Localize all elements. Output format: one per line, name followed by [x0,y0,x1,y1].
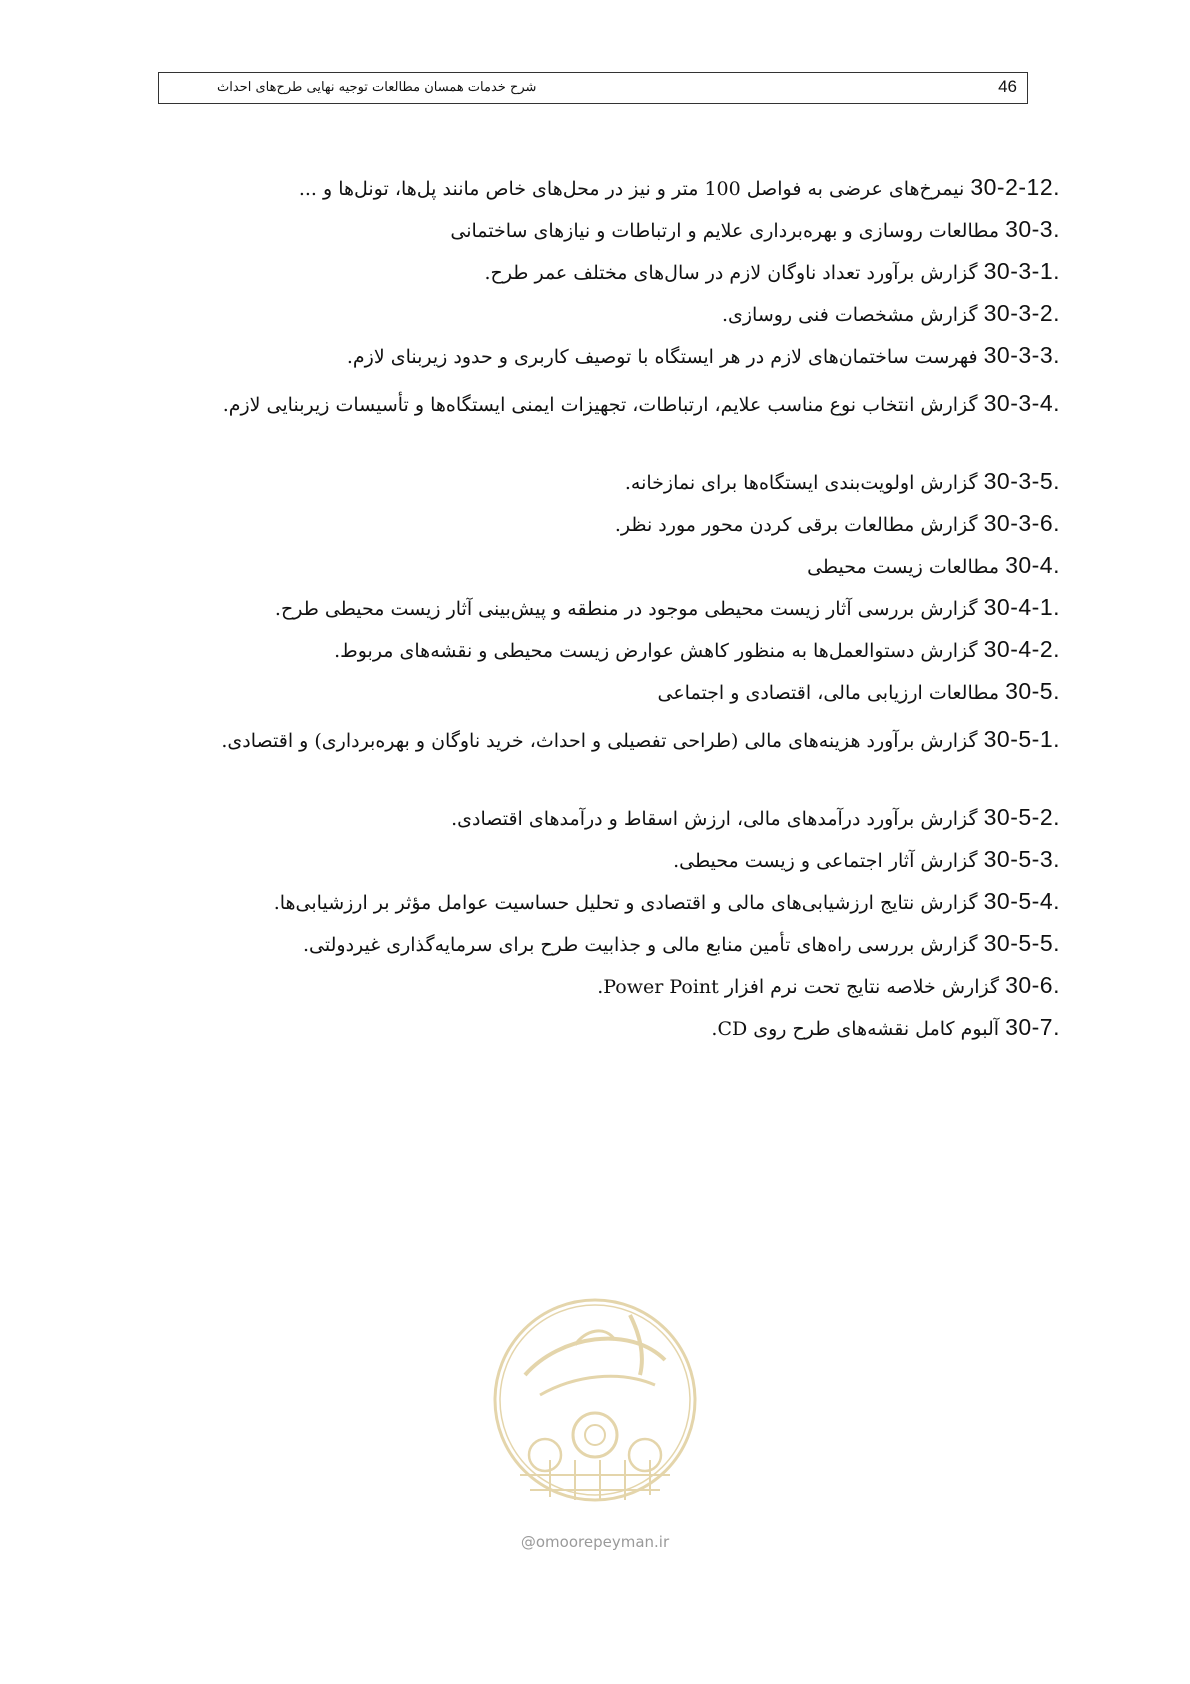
item-text: آلبوم کامل نقشه‌های طرح روی CD. [711,1018,1000,1040]
item-number: 30-5-5. [983,930,1060,956]
list-item [722,298,1060,328]
item-text: مطالعات زیست محیطی [807,556,1000,578]
item-number: 30-3. [1005,216,1060,242]
item-number: 30-3-1. [983,258,1060,284]
item-text: گزارش برآورد تعداد ناوگان لازم در سال‌های مختلف عمر طرح. [484,262,978,284]
item-text: مطالعات ارزیابی مالی، اقتصادی و اجتماعی [657,682,1000,704]
page-header [158,72,1028,104]
item-text: گزارش آثار اجتماعی و زیست محیطی. [673,850,978,872]
item-text: گزارش بررسی آثار زیست محیطی موجود در منطقه و پیش‌بینی آثار زیست محیطی طرح. [274,598,978,620]
item-text: گزارش مشخصات فنی روسازی. [721,304,978,326]
item-number: 30-5-3. [983,846,1060,872]
list-item [658,676,1061,706]
list-item [303,928,1060,958]
item-text: گزارش نتایج ارزشیابی‌های مالی و اقتصادی و تحلیل حساسیت عوامل مؤثر بر ارزشیابی‌ها. [273,892,978,914]
list-item [673,844,1060,874]
list-item [597,970,1060,1000]
item-text: گزارش انتخاب نوع مناسب علایم، ارتباطات، تجهیزات ایمنی ایستگاه‌ها و تأسیسات زیربنایی لازم. [222,394,978,416]
list-item [807,550,1060,580]
watermark-text: @omoorepeyman.ir [520,1533,670,1551]
item-text: گزارش خلاصه نتایج تحت نرم افزار Power Point. [597,976,1000,998]
logo-seal-icon [480,1275,710,1525]
page-number: 46 [998,77,1017,96]
item-text: گزارش دستوالعمل‌ها به منظور کاهش عوارض زیست محیطی و نقشه‌های مربوط. [334,640,978,662]
item-text: گزارش بررسی راه‌های تأمین منابع مالی و جذابیت طرح برای سرمایه‌گذاری غیردولتی. [303,934,978,956]
item-number: 30-5-2. [983,804,1060,830]
list-item [334,634,1060,664]
item-number: 30-5-4. [983,888,1060,914]
item-text: مطالعات روسازی و بهره‌برداری علایم و ارتباطات و نیازهای ساختمانی [450,220,1000,242]
item-number: 30-7. [1005,1014,1060,1040]
list-item [485,256,1060,286]
list-item [450,214,1060,244]
item-text: گزارش برآورد هزینه‌های مالی (طراحی تفصیلی و احداث، خرید ناوگان و بهره‌برداری) و اقتصادی. [221,730,978,752]
item-number: 30-4. [1005,552,1060,578]
list-item [711,1012,1060,1042]
watermark-logo [480,1275,710,1575]
list-item [347,340,1060,370]
list-item [451,802,1060,832]
item-number: 30-5-1. [983,726,1060,752]
item-text: گزارش اولویت‌بندی ایستگاه‌ها برای نمازخانه. [624,472,978,494]
list-item [615,508,1060,538]
item-text: فهرست ساختمان‌های لازم در هر ایستگاه با توصیف کاربری و حدود زیربنای لازم. [346,346,978,368]
item-number: 30-3-2. [983,300,1060,326]
item-number: 30-3-3. [983,342,1060,368]
item-number: 30-4-2. [983,636,1060,662]
item-number: 30-3-4. [983,390,1060,416]
item-text: نیمرخ‌های عرضی به فواصل 100 متر و نیز در محل‌های خاص مانند پل‌ها، تونل‌ها و ... [298,178,965,200]
item-number: 30-3-6. [983,510,1060,536]
header-title: شرح خدمات همسان مطالعات توجیه نهایی طرح‌های احداث [217,80,537,95]
list-item [625,466,1060,496]
list-item [299,172,1060,202]
item-number: 30-5. [1005,678,1060,704]
item-number: 30-3-5. [983,468,1060,494]
item-number: 30-2-12. [970,174,1060,200]
item-number: 30-4-1. [983,594,1060,620]
item-number: 30-6. [1005,972,1060,998]
list-item [165,382,1060,454]
item-text: گزارش برآورد درآمدهای مالی، ارزش اسقاط و درآمدهای اقتصادی. [451,808,978,830]
list-item [275,592,1060,622]
item-text: گزارش مطالعات برقی کردن محور مورد نظر. [614,514,978,536]
list-item [165,718,1060,790]
list-item [274,886,1060,916]
